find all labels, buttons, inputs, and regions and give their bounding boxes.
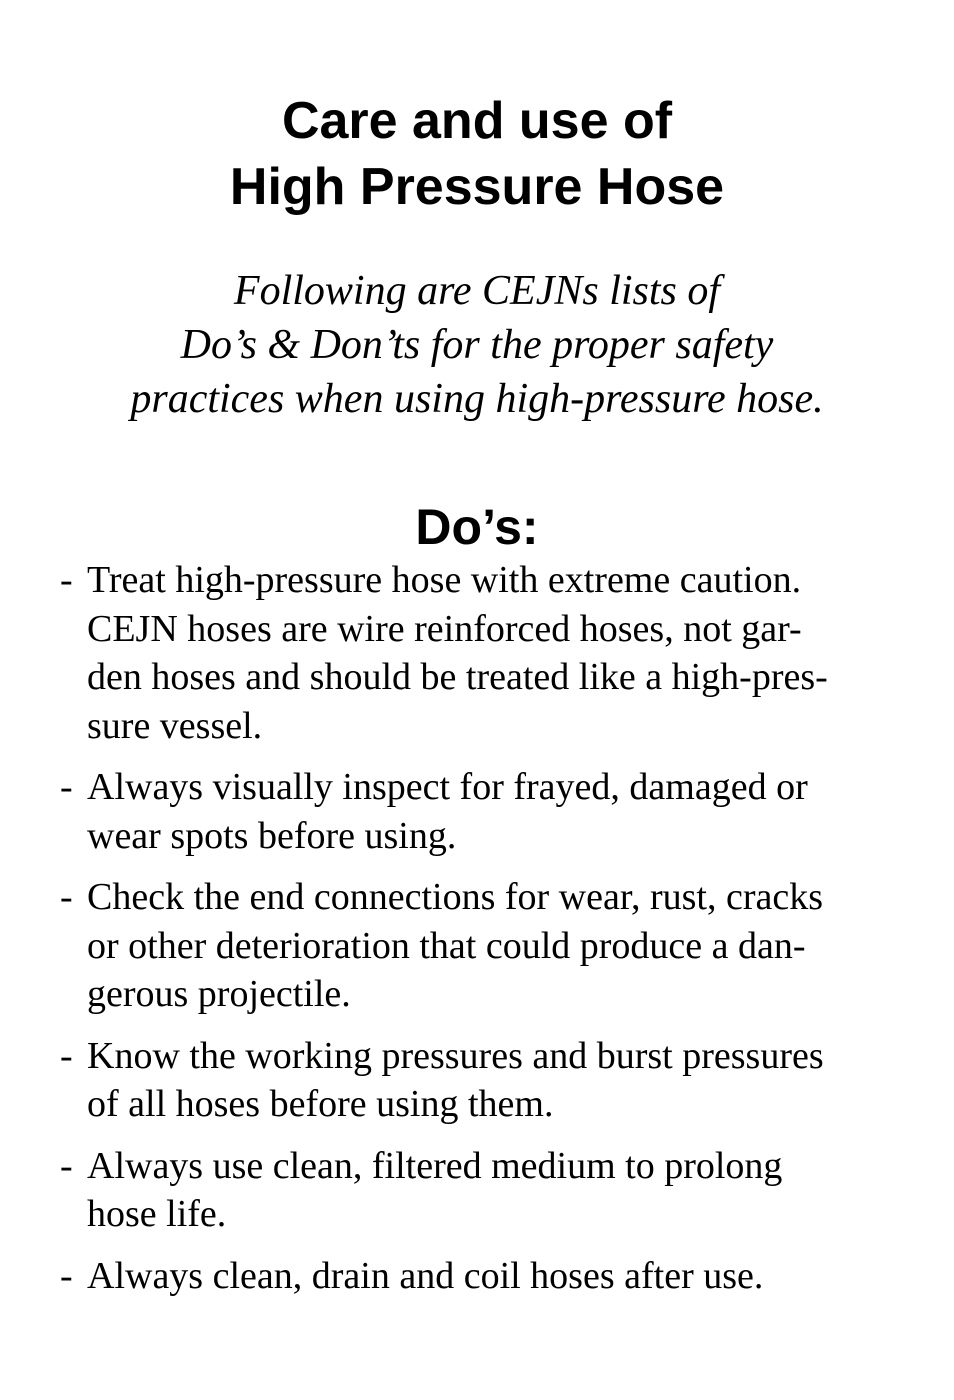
title-line-1: Care and use of [281,92,673,150]
item-line: CEJN hoses are wire reinforced hoses, not gar- [87,607,802,650]
bullet-dash: - [60,1144,73,1187]
list-item [60,873,910,1019]
item-line: of all hoses before using them. [87,1083,554,1125]
item-line: gerous projectile. [87,973,351,1015]
list-item [60,1252,910,1301]
list-item [60,1032,910,1129]
intro-paragraph [0,264,954,426]
intro-line-2: Do’s & Don’ts for the proper safety [180,322,774,368]
bullet-dash: - [60,766,73,808]
dos-list [60,556,910,1313]
item-line: wear spots before using. [87,814,457,857]
item-line: Treat high-pressure hose with extreme caution. [87,559,802,601]
bullet-dash: - [60,876,73,918]
item-line: Always visually inspect for frayed, damaged or [87,766,808,808]
item-line: Always use clean, filtered medium to prolong [87,1144,783,1187]
bullet-dash: - [60,1034,73,1077]
item-line: den hoses and should be treated like a high-pres- [87,656,828,698]
bullet-dash: - [60,559,73,601]
bullet-dash: - [60,1254,73,1297]
item-line: or other deterioration that could produce a dan- [87,924,806,967]
intro-line-1: Following are CEJNs lists of [233,268,721,314]
item-line: sure vessel. [87,704,263,747]
list-item [60,556,910,750]
item-line: Know the working pressures and burst pressures [87,1034,824,1077]
list-item [60,763,910,860]
section-heading-dos: Do’s: [415,499,539,555]
document-title [0,88,954,220]
item-line: hose life. [87,1193,227,1235]
list-item [60,1142,910,1239]
item-line: Check the end connections for wear, rust, cracks [87,876,824,918]
intro-line-3: practices when using high-pressure hose. [130,376,824,422]
title-line-2: High Pressure Hose [229,158,725,216]
item-line: Always clean, drain and coil hoses after use. [87,1254,764,1297]
